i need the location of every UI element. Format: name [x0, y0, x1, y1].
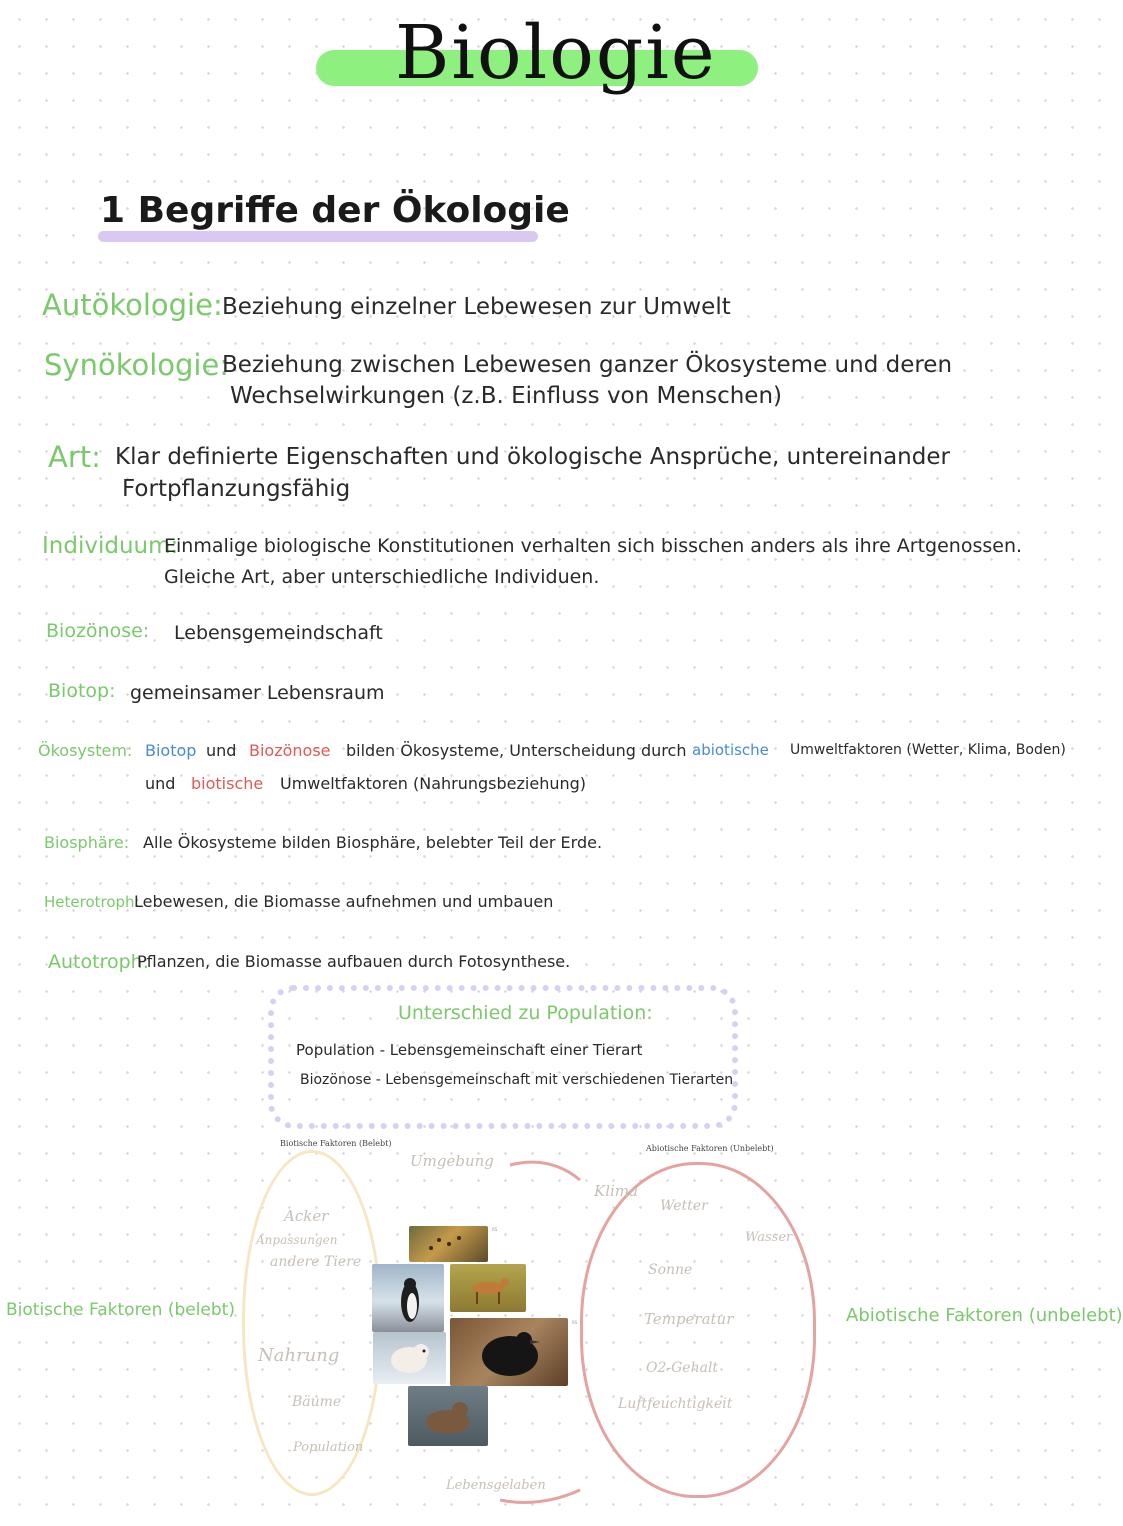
seal-icon: [408, 1386, 488, 1446]
term-individuum: Individuum:: [42, 533, 179, 559]
info-box-line2: Biozönose - Lebensgemeinschaft mit verschiedenen Tierarten: [300, 1072, 734, 1088]
biotic-item-baeume: Bäume: [292, 1394, 342, 1410]
abiotic-item-o2-gehalt: O2-Gehalt: [646, 1360, 719, 1376]
oekosystem-word-und-2: und: [145, 774, 176, 793]
photo-tag: RS: [492, 1227, 498, 1232]
def-art-line2: Fortpflanzungsfähig: [122, 476, 351, 502]
oekosystem-text-bilden: bilden Ökosysteme, Unterscheidung durch: [346, 741, 687, 760]
label-bottom: Lebensgelaben: [446, 1478, 546, 1493]
def-individuum-line1: Einmalige biologische Konstitutionen verhalten sich bisschen anders als ihre Artgenossen.: [164, 535, 1023, 557]
term-biosphaere: Biosphäre:: [44, 833, 130, 852]
term-biozoenose: Biozönose:: [46, 620, 150, 642]
term-autoekologie: Autökologie:: [42, 288, 223, 322]
abiotic-item-wasser: Wasser: [745, 1230, 793, 1245]
info-box-heading: Unterschied zu Population:: [398, 1002, 653, 1024]
term-autotroph: Autotroph:: [48, 951, 150, 973]
oekosystem-text-umwelt-biotisch: Umweltfaktoren (Nahrungsbeziehung): [280, 774, 587, 793]
abiotic-item-wetter: Wetter: [660, 1198, 708, 1214]
abiotic-item-temperatur: Temperatur: [644, 1310, 734, 1328]
label-abiotic-side: Abiotische Faktoren (unbelebt): [846, 1305, 1123, 1326]
def-biozoenose: Lebensgemeindschaft: [174, 622, 383, 644]
info-box-line1: Population - Lebensgemeinschaft einer Tierart: [296, 1041, 643, 1059]
page-title: Biologie: [395, 10, 717, 96]
abiotic-item-sonne: Sonne: [648, 1262, 693, 1278]
caption-abiotic: Abiotische Faktoren (Unbelebt): [646, 1144, 774, 1153]
antelope-icon: [450, 1264, 526, 1312]
def-synoekologie-line1: Beziehung zwischen Lebewesen ganzer Ökosysteme und deren: [222, 352, 953, 378]
oekosystem-word-biozoenose: Biozönose: [249, 741, 331, 760]
biotic-item-andere-tiere: andere Tiere: [270, 1254, 362, 1270]
def-biosphaere: Alle Ökosysteme bilden Biosphäre, belebter Teil der Erde.: [143, 833, 603, 852]
label-biotic-side: Biotische Faktoren (belebt): [6, 1300, 235, 1320]
leopard-icon: [409, 1226, 488, 1262]
bird-icon: [450, 1318, 568, 1386]
term-heterotroph: Heterotroph:: [44, 893, 140, 911]
def-individuum-line2: Gleiche Art, aber unterschiedliche Individuen.: [164, 566, 600, 588]
biotic-item-anpassungen: Anpassungen: [256, 1233, 338, 1247]
penguin-icon: [372, 1264, 444, 1332]
term-synoekologie: Synökologie:: [44, 348, 230, 382]
caption-biotic: Biotische Faktoren (Belebt): [280, 1139, 392, 1148]
def-heterotroph: Lebewesen, die Biomasse aufnehmen und umbauen: [134, 892, 554, 911]
abiotic-item-luftfeuchtigkeit: Luftfeuchtigkeit: [618, 1396, 733, 1412]
biotic-item-population: Population: [293, 1440, 364, 1455]
biotic-item-acker: Acker: [284, 1207, 329, 1225]
biotic-item-nahrung: Nahrung: [258, 1345, 340, 1366]
polar-bear-icon: [373, 1332, 446, 1384]
def-autotroph: Pflanzen, die Biomasse aufbauen durch Fotosynthese.: [137, 952, 571, 971]
label-top-umgebung: Umgebung: [410, 1152, 494, 1170]
oekosystem-word-biotische: biotische: [191, 774, 264, 793]
oekosystem-word-und: und: [206, 741, 237, 760]
abiotic-item-klima: Klima: [594, 1182, 638, 1200]
def-art-line1: Klar definierte Eigenschaften und ökologische Ansprüche, untereinander: [115, 444, 950, 470]
photo-tag-2: RS: [572, 1320, 578, 1325]
oekosystem-word-abiotische: abiotische: [692, 741, 769, 759]
term-art: Art:: [48, 440, 101, 474]
section-title: 1 Begriffe der Ökologie: [100, 190, 570, 231]
term-oekosystem: Ökosystem:: [38, 741, 133, 760]
section-underline: [98, 231, 538, 242]
def-autoekologie: Beziehung einzelner Lebewesen zur Umwelt: [222, 294, 731, 320]
term-biotop: Biotop:: [48, 680, 116, 702]
def-biotop: gemeinsamer Lebensraum: [130, 682, 385, 704]
oekosystem-word-biotop: Biotop: [145, 741, 197, 760]
oekosystem-text-umwelt-abiotisch: Umweltfaktoren (Wetter, Klima, Boden): [790, 742, 1066, 758]
def-synoekologie-line2: Wechselwirkungen (z.B. Einfluss von Menschen): [230, 383, 782, 409]
